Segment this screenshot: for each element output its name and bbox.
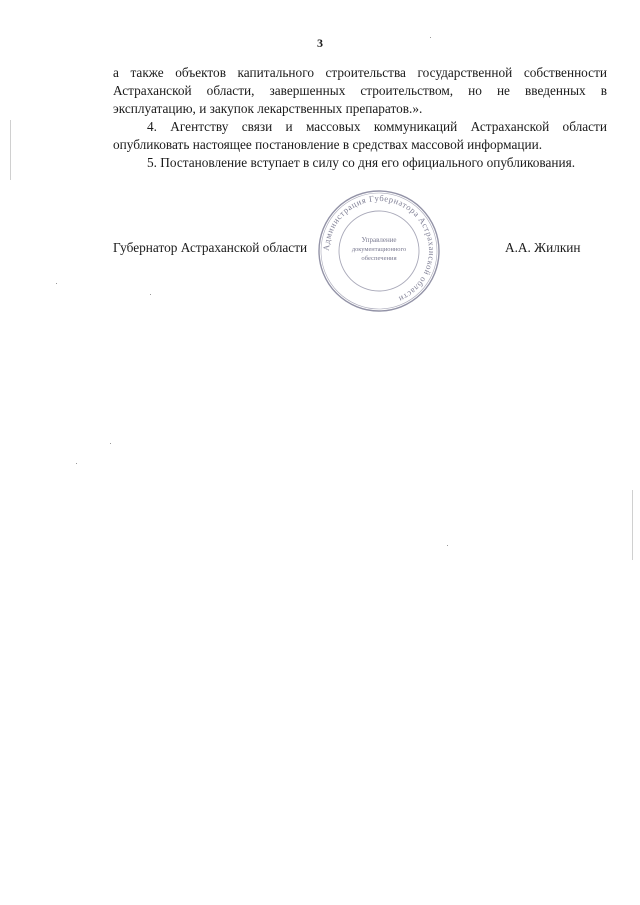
scan-edge-mark	[10, 120, 11, 180]
paragraph-5: 5. Постановление вступает в силу со дня его официального опубликования.	[147, 155, 576, 170]
scan-speck	[56, 283, 57, 284]
scan-speck	[430, 37, 431, 38]
scan-speck	[150, 294, 151, 295]
seal-inner-line-3: обеспечения	[361, 255, 397, 262]
seal-inner-line-1: Управление	[361, 236, 397, 244]
scan-edge-mark	[632, 490, 633, 560]
scan-speck	[110, 443, 111, 444]
scan-speck	[447, 545, 448, 546]
paragraph-4: 4. Агентству связи и массовых коммуникаций Астраханской области опубликовать настоящее постановление в средствах массовой информации.	[113, 119, 607, 152]
seal-inner-line-2: документационного	[351, 246, 407, 253]
paragraph-continuation: а также объектов капитального строительства государственной собственности Астраханской области, завершенных строительством, но не введенных в эксплуатацию, и закупок лекарственных препаратов.».	[113, 65, 607, 116]
seal-outer-text: Администрация Губернатора Астраханской области	[320, 192, 438, 305]
signature-name: А.А. Жилкин	[505, 240, 581, 255]
body-text	[113, 64, 607, 172]
page-number: 3	[317, 36, 323, 50]
official-seal-stamp	[316, 188, 442, 314]
scan-speck	[76, 463, 77, 464]
signature-title: Губернатор Астраханской области	[113, 240, 308, 255]
